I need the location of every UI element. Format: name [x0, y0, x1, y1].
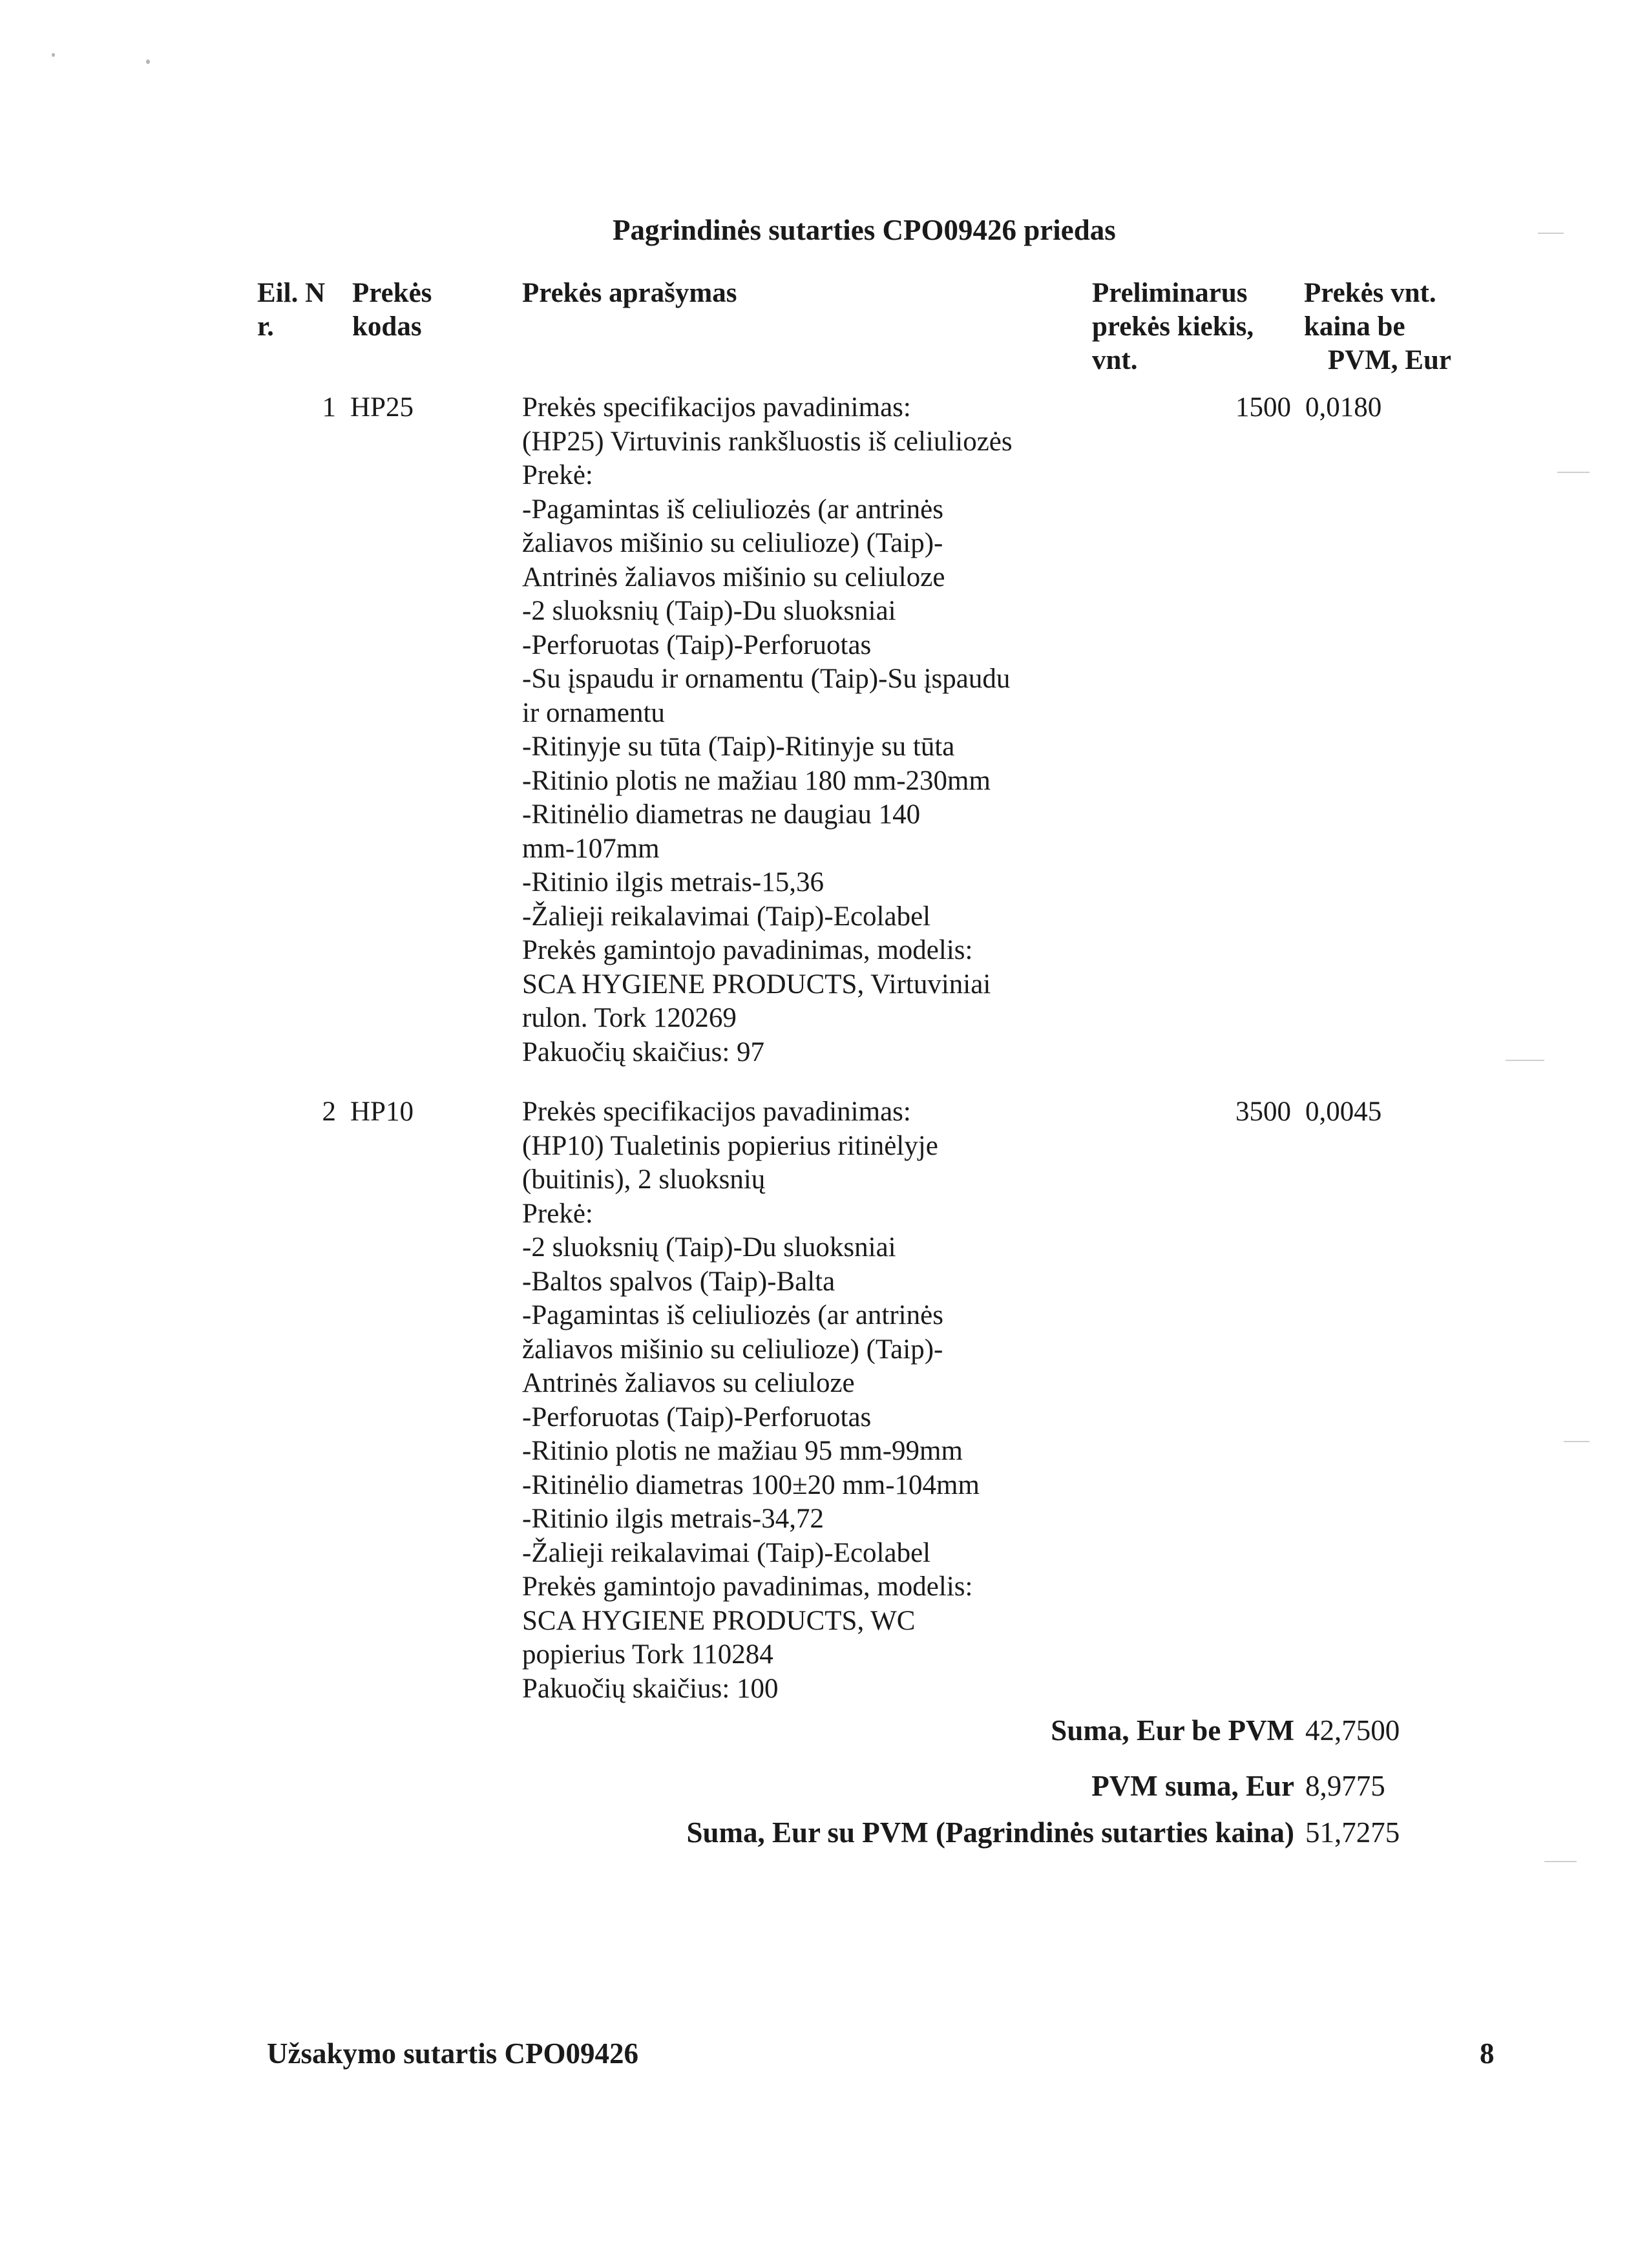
item-price: 0,0180: [1305, 392, 1382, 423]
total-label: Suma, Eur be PVM: [1051, 1714, 1294, 1747]
description-line: Prekės specifikacijos pavadinimas:: [522, 1097, 911, 1127]
total-row-gross: [0, 1816, 1649, 1854]
item-price: 0,0045: [1305, 1097, 1382, 1127]
total-label: PVM suma, Eur: [1091, 1770, 1294, 1802]
description-line: SCA HYGIENE PRODUCTS, WC: [522, 1605, 916, 1636]
description-line: -Ritinio ilgis metrais-34,72: [522, 1504, 824, 1534]
item-description: [522, 1095, 1104, 1706]
description-line: (buitinis), 2 sluoksnių: [522, 1164, 766, 1195]
scan-mark: [1544, 1861, 1577, 1862]
description-line: -Pagamintas iš celiuliozės (ar antrinės: [522, 494, 943, 525]
scan-mark: [1564, 1441, 1590, 1442]
column-header-description: Prekės aprašymas: [522, 278, 737, 308]
column-header-nr: Eil. N r.: [257, 278, 326, 342]
item-code: HP25: [350, 392, 414, 423]
description-line: Prekė:: [522, 1198, 593, 1229]
description-line: Antrinės žaliavos mišinio su celiuloze: [522, 562, 945, 593]
item-nr: 1: [322, 392, 336, 423]
description-line: -Ritinyje su tūta (Taip)-Ritinyje su tūta: [522, 731, 955, 762]
description-line: Antrinės žaliavos su celiuloze: [522, 1368, 855, 1398]
page-number: 8: [1480, 2037, 1495, 2070]
column-header-price: Prekės vnt. kaina be PVM, Eur: [1304, 278, 1451, 375]
description-line: -Perforuotas (Taip)-Perforuotas: [522, 629, 872, 660]
total-value: 51,7275: [1305, 1816, 1400, 1849]
column-header-quantity: Preliminarus prekės kiekis, vnt.: [1092, 278, 1254, 375]
description-line: Pakuočių skaičius: 100: [522, 1673, 779, 1704]
description-line: -Ritinėlio diametras 100±20 mm-104mm: [522, 1469, 980, 1500]
column-header-code: Prekės kodas: [352, 278, 432, 342]
description-line: žaliavos mišinio su celiulioze) (Taip)-: [522, 528, 943, 558]
item-nr: 2: [322, 1097, 336, 1127]
item-code: HP10: [350, 1097, 414, 1127]
description-line: -Su įspaudu ir ornamentu (Taip)-Su įspaudu: [522, 664, 1011, 694]
description-line: -Žalieji reikalavimai (Taip)-Ecolabel: [522, 1537, 931, 1568]
description-line: -2 sluoksnių (Taip)-Du sluoksniai: [522, 596, 896, 626]
total-row-net: [0, 1714, 1649, 1752]
description-line: -Ritinio plotis ne mažiau 180 mm-230mm: [522, 765, 991, 796]
description-line: (HP10) Tualetinis popierius ritinėlyje: [522, 1130, 938, 1161]
item-description: [522, 391, 1104, 1069]
description-line: -Ritinio plotis ne mažiau 95 mm-99mm: [522, 1436, 963, 1466]
total-value: 42,7500: [1305, 1714, 1400, 1747]
total-value: 8,9775: [1305, 1770, 1385, 1802]
document-title: Pagrindinės sutarties CPO09426 priedas: [613, 214, 1116, 246]
description-line: mm-107mm: [522, 833, 660, 864]
scan-speck: [52, 53, 55, 57]
description-line: žaliavos mišinio su celiulioze) (Taip)-: [522, 1334, 943, 1365]
description-line: -Baltos spalvos (Taip)-Balta: [522, 1266, 835, 1297]
description-line: Prekė:: [522, 460, 593, 490]
footer-contract-name: Užsakymo sutartis CPO09426: [267, 2037, 638, 2070]
description-line: ir ornamentu: [522, 697, 665, 728]
scan-speck: [146, 59, 150, 64]
description-line: (HP25) Virtuvinis rankšluostis iš celiuliozės: [522, 426, 1013, 457]
description-line: popierius Tork 110284: [522, 1639, 773, 1670]
description-line: Prekės gamintojo pavadinimas, modelis:: [522, 1571, 973, 1602]
total-label: Suma, Eur su PVM (Pagrindinės sutarties kaina): [686, 1816, 1294, 1849]
description-line: Pakuočių skaičius: 97: [522, 1036, 765, 1067]
description-line: -Perforuotas (Taip)-Perforuotas: [522, 1402, 872, 1433]
description-line: rulon. Tork 120269: [522, 1003, 737, 1033]
description-line: SCA HYGIENE PRODUCTS, Virtuviniai: [522, 969, 991, 1000]
scan-mark: [1538, 233, 1564, 234]
description-line: -Pagamintas iš celiuliozės (ar antrinės: [522, 1300, 943, 1330]
description-line: Prekės gamintojo pavadinimas, modelis:: [522, 935, 973, 965]
scan-mark: [1557, 472, 1590, 473]
description-line: Prekės specifikacijos pavadinimas:: [522, 392, 911, 423]
description-line: -2 sluoksnių (Taip)-Du sluoksniai: [522, 1232, 896, 1263]
item-quantity: 1500: [1235, 392, 1291, 423]
description-line: -Ritinio ilgis metrais-15,36: [522, 867, 824, 898]
description-line: -Žalieji reikalavimai (Taip)-Ecolabel: [522, 901, 931, 932]
item-quantity: 3500: [1235, 1097, 1291, 1127]
description-line: -Ritinėlio diametras ne daugiau 140: [522, 799, 921, 830]
total-row-vat: [0, 1769, 1649, 1808]
scan-mark: [1506, 1060, 1544, 1061]
